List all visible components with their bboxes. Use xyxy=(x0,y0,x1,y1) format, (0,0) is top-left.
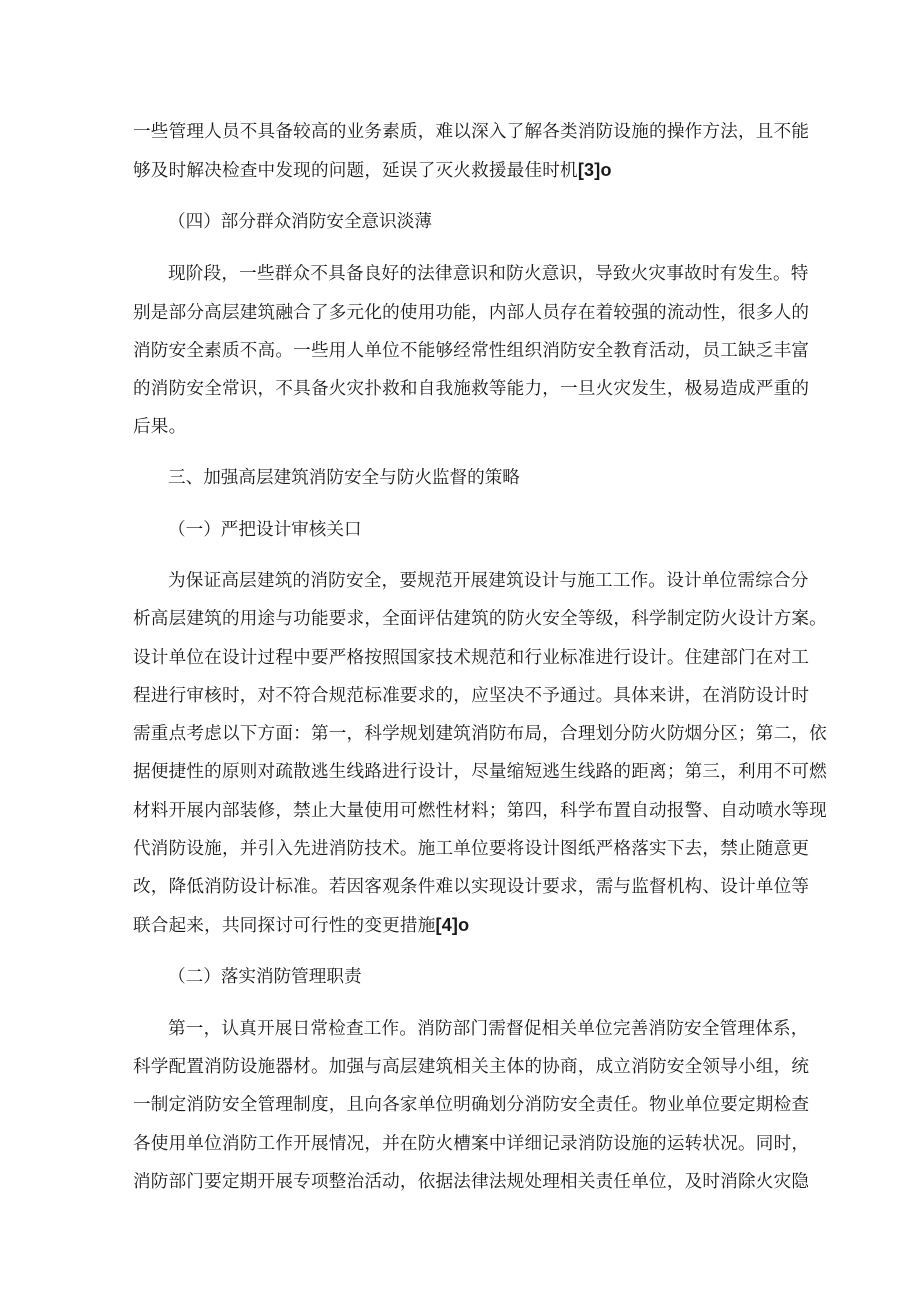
paragraph-line: 消防安全素质不高。一些用人单位不能够经常性组织消防安全教育活动，员工缺乏丰富 xyxy=(133,341,810,361)
paragraph-text: 够及时解决检查中发现的问题，延误了灭火救援最佳时机 xyxy=(133,161,578,181)
paragraph-line: 据便捷性的原则对疏散逃生线路进行设计，尽量缩短逃生线路的距离；第三，利用不可燃 xyxy=(133,762,827,782)
paragraph-line xyxy=(133,913,793,938)
paragraph-line: 设计单位在设计过程中要严格按照国家技术规范和行业标准进行设计。住建部门在对工 xyxy=(133,648,810,668)
paragraph-line: 一些管理人员不具备较高的业务素质，难以深入了解各类消防设施的操作方法，且不能 xyxy=(133,122,810,142)
section-heading-3: 三、加强高层建筑消防安全与防火监督的策略 xyxy=(168,468,520,488)
paragraph-line: 别是部分高层建筑融合了多元化的使用功能，内部人员存在着较强的流动性，很多人的 xyxy=(133,303,810,323)
paragraph-text: 联合起来，共同探讨可行性的变更措施 xyxy=(133,916,436,936)
paragraph-line: 后果。 xyxy=(133,417,187,437)
paragraph-line: 科学配置消防设施器材。加强与高层建筑相关主体的协商，成立消防安全领导小组，统 xyxy=(133,1057,810,1077)
citation-ref: [3]o xyxy=(577,160,612,180)
subsection-heading-1: （一）严把设计审核关口 xyxy=(168,520,362,540)
paragraph-line: 第一，认真开展日常检查工作。消防部门需督促相关单位完善消防安全管理体系， xyxy=(168,1019,809,1039)
paragraph-line: 的消防安全常识，不具备火灾扑救和自我施救等能力，一旦火灾发生，极易造成严重的 xyxy=(133,379,810,399)
section-heading-4: （四）部分群众消防安全意识淡薄 xyxy=(168,212,432,232)
paragraph-line: 材料开展内部装修，禁止大量使用可燃性材料；第四，科学布置自动报警、自动喷水等现 xyxy=(133,801,827,821)
paragraph-line: 各使用单位消防工作开展情况，并在防火槽案中详细记录消防设施的运转状况。同时， xyxy=(133,1134,810,1154)
paragraph-line: 现阶段，一些群众不具备良好的法律意识和防火意识，导致火灾事故时有发生。特 xyxy=(168,264,809,284)
paragraph-line: 程进行审核时，对不符合规范标准要求的，应坚决不予通过。具体来讲，在消防设计时 xyxy=(133,686,810,706)
paragraph-line: 需重点考虑以下方面：第一，科学规划建筑消防布局，合理划分防火防烟分区；第二，依 xyxy=(133,724,827,744)
paragraph-line: 一制定消防安全管理制度，且向各家单位明确划分消防安全责任。物业单位要定期检查 xyxy=(133,1095,810,1115)
subsection-heading-2: （二）落实消防管理职责 xyxy=(168,967,362,987)
paragraph-line: 消防部门要定期开展专项整治活动，依据法律法规处理相关责任单位，及时消除火灾隐 xyxy=(133,1172,810,1192)
paragraph-line: 为保证高层建筑的消防安全，要规范开展建筑设计与施工工作。设计单位需综合分 xyxy=(168,571,809,591)
paragraph-line: 代消防设施，并引入先进消防技术。施工单位要将设计图纸严格落实下去，禁止随意更 xyxy=(133,839,810,859)
paragraph-line: 改，降低消防设计标准。若因客观条件难以实现设计要求，需与监督机构、设计单位等 xyxy=(133,877,810,897)
paragraph-line: 析高层建筑的用途与功能要求，全面评估建筑的防火安全等级，科学制定防火设计方案。 xyxy=(133,609,827,629)
citation-ref: [4]o xyxy=(435,915,470,935)
paragraph-line xyxy=(133,158,793,183)
